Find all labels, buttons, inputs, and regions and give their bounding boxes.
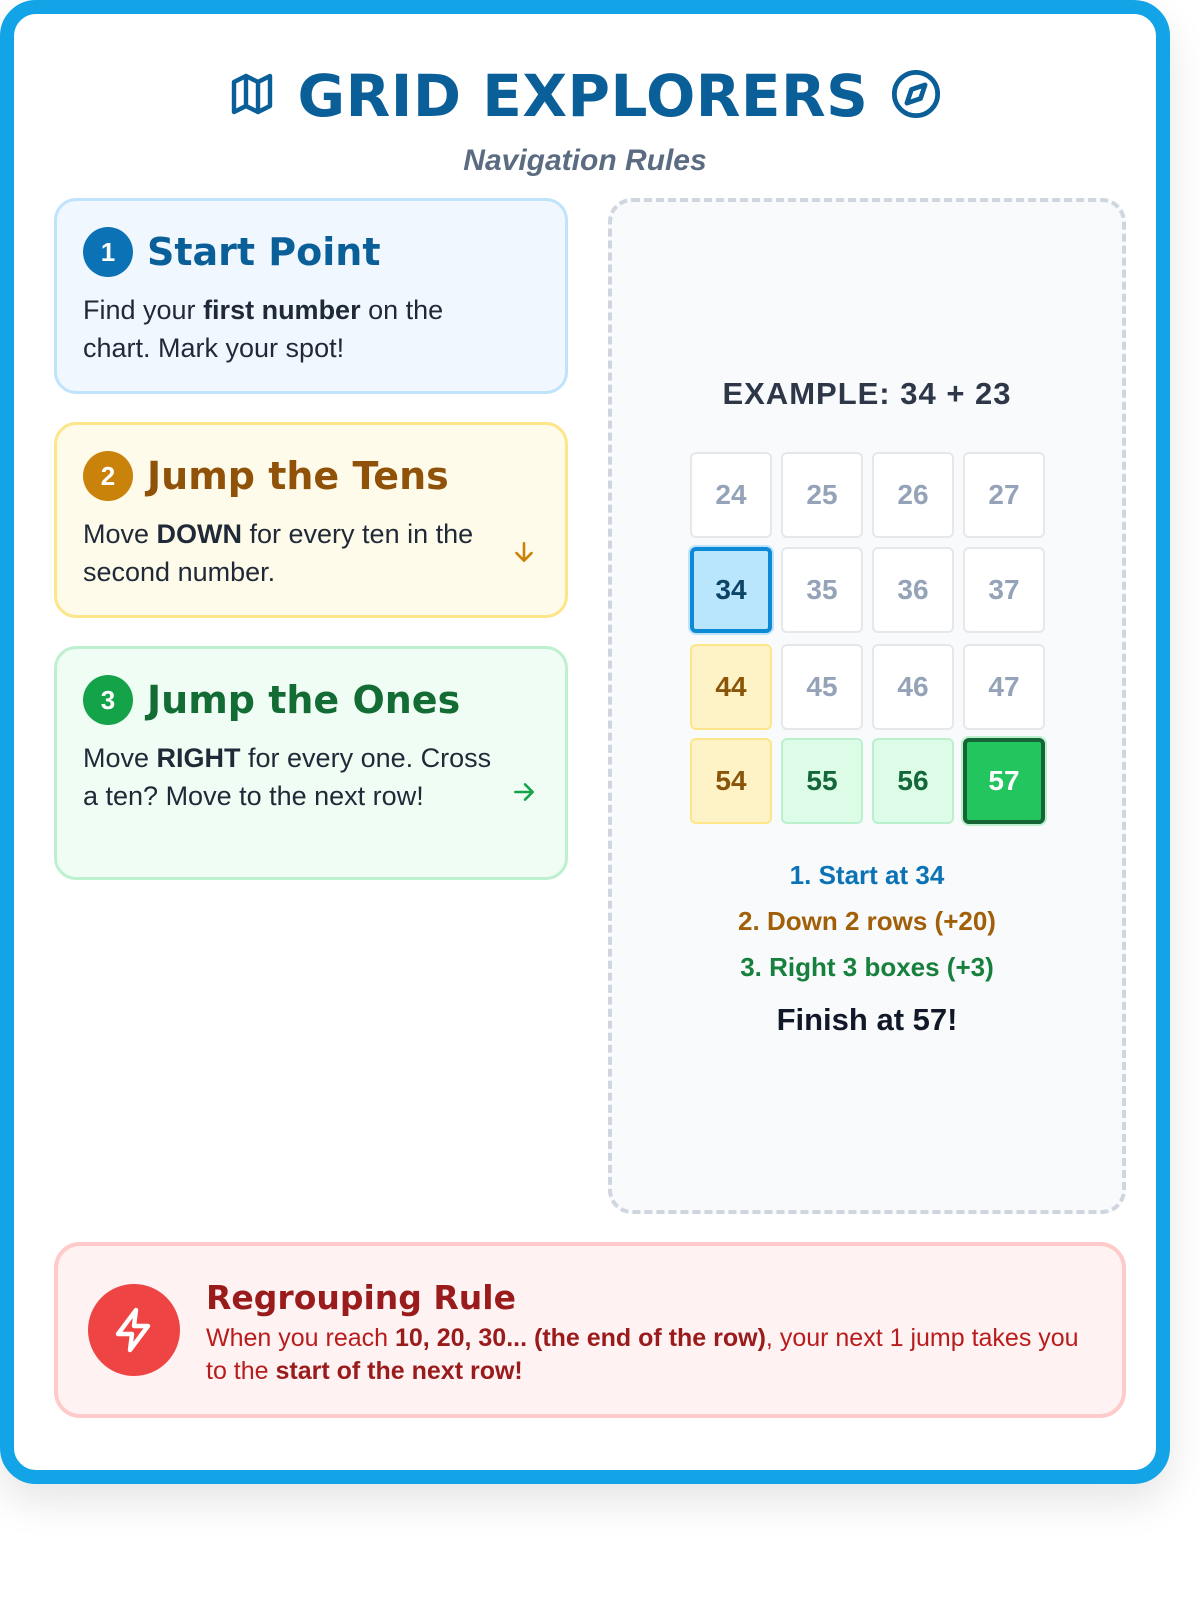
grid-cell-46: 46 [872, 644, 954, 730]
step-number-badge: 2 [83, 451, 133, 501]
grid-cell-26: 26 [872, 452, 954, 538]
example-steps [612, 852, 1122, 990]
step-description: Find your first number on the chart. Mark your spot! [83, 295, 444, 363]
arrow-right-icon [511, 779, 537, 812]
page-title: GRID EXPLORERS [297, 62, 869, 130]
arrow-down-icon [511, 539, 537, 572]
example-finish: Finish at 57! [776, 1002, 958, 1037]
compass-icon [890, 68, 942, 125]
map-icon [228, 70, 276, 123]
example-title: EXAMPLE: 34 + 23 [722, 376, 1012, 411]
step-number-badge: 1 [83, 227, 133, 277]
rule-title: Regrouping Rule [206, 1278, 516, 1317]
grid-cell-34: 34 [690, 547, 772, 633]
step-start-point [54, 198, 568, 394]
example-step-3: 3. Right 3 boxes (+3) [740, 952, 994, 982]
rule-description: When you reach 10, 20, 30... (the end of the row), your next 1 jump takes you to the start of the next row! [206, 1324, 1079, 1385]
grid-cell-54: 54 [690, 738, 772, 824]
grid-cell-55: 55 [781, 738, 863, 824]
grid-cell-36: 36 [872, 547, 954, 633]
grid-cell-35: 35 [781, 547, 863, 633]
lightning-icon [88, 1284, 180, 1376]
grid-cell-27: 27 [963, 452, 1045, 538]
header [14, 62, 1156, 178]
step-number-badge: 3 [83, 675, 133, 725]
example-step-1: 1. Start at 34 [789, 860, 945, 890]
step-title: Jump the Tens [147, 454, 449, 498]
grid-cell-57: 57 [963, 738, 1045, 824]
grid-cell-45: 45 [781, 644, 863, 730]
step-description: Move DOWN for every ten in the second number. [83, 519, 474, 587]
regrouping-rule [54, 1242, 1126, 1418]
grid-cell-56: 56 [872, 738, 954, 824]
step-jump-tens [54, 422, 568, 618]
grid-cell-37: 37 [963, 547, 1045, 633]
step-description: Move RIGHT for every one. Cross a ten? Move to the next row! [83, 743, 492, 811]
grid-cell-24: 24 [690, 452, 772, 538]
step-jump-ones [54, 646, 568, 880]
example-step-2: 2. Down 2 rows (+20) [738, 906, 996, 936]
example-panel [608, 198, 1126, 1214]
grid-cell-47: 47 [963, 644, 1045, 730]
grid-cell-25: 25 [781, 452, 863, 538]
step-title: Jump the Ones [147, 678, 461, 722]
page-subtitle: Navigation Rules [463, 144, 707, 177]
step-title: Start Point [147, 230, 381, 274]
grid-cell-44: 44 [690, 644, 772, 730]
